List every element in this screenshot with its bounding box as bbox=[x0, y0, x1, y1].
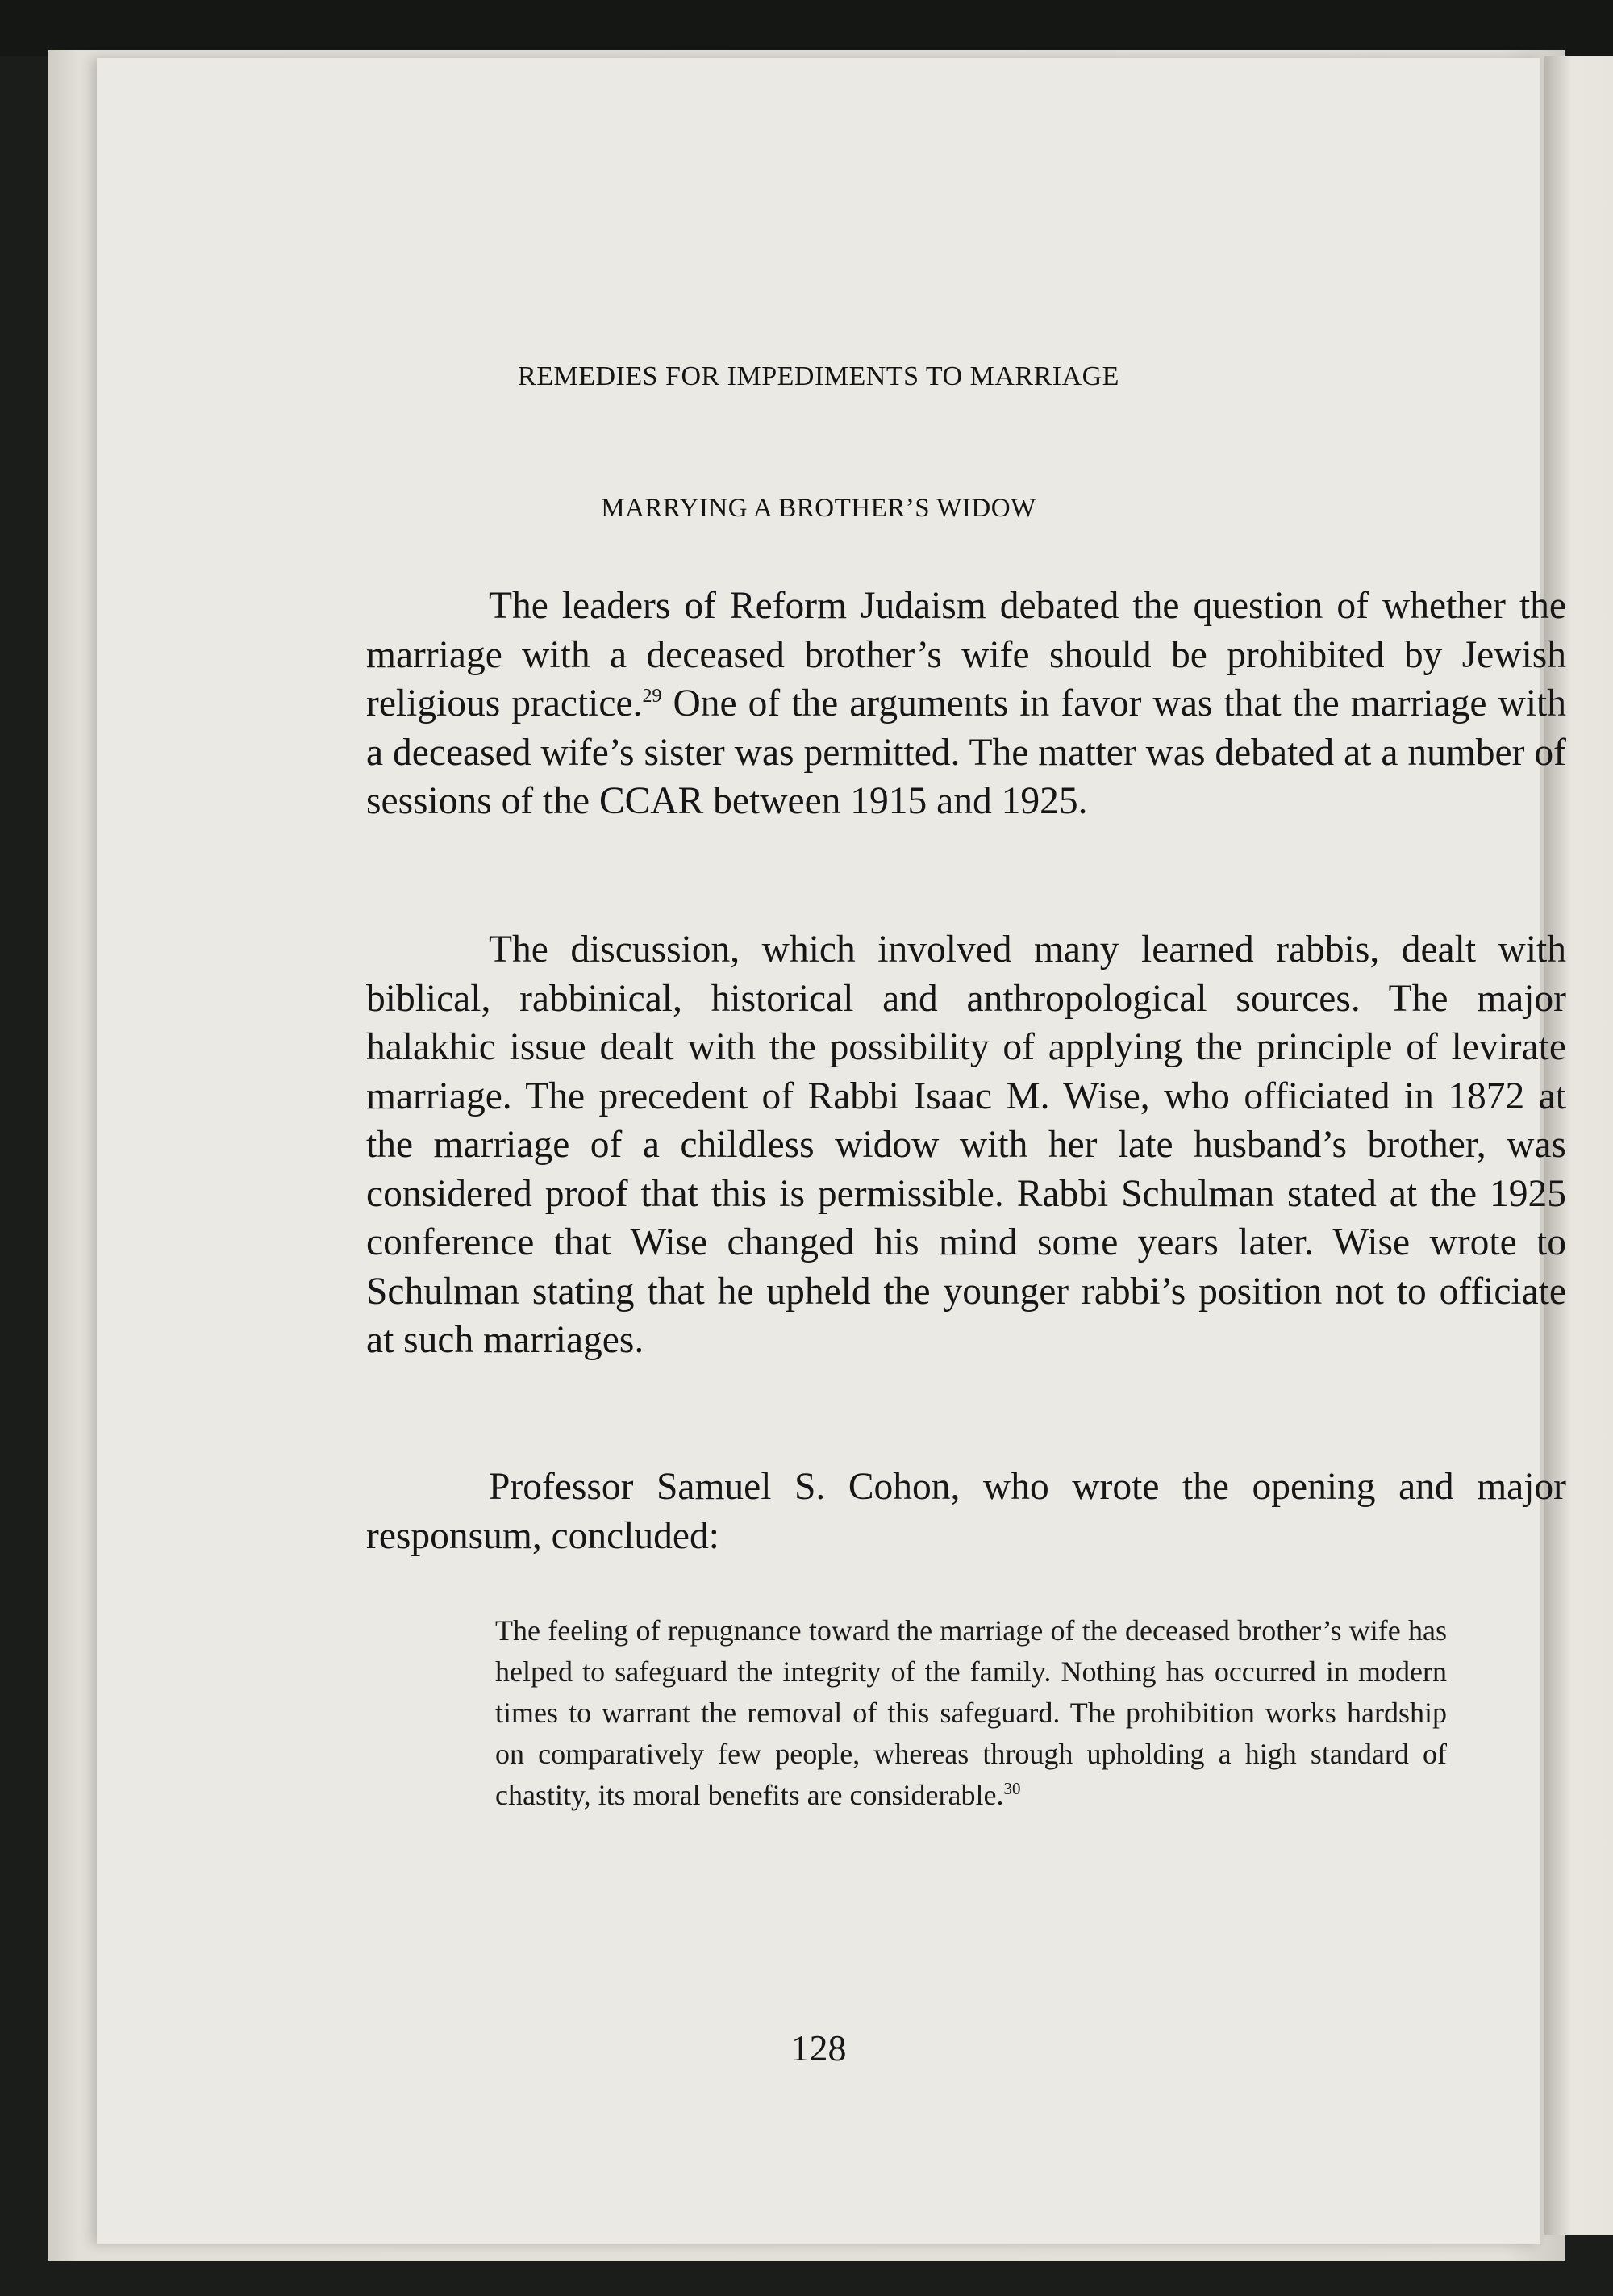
block-quote-text: The feeling of repugnance toward the marriage of the deceased brother’s wife has helped to safeguard the integrity of the family. Nothing has occurred in modern times to warrant the removal of this safeguard. The prohibition works hardship on comparatively few people, whereas through upholding a high standard of chastity, its moral benefits are considerable. bbox=[495, 1614, 1447, 1811]
paragraph-1-text-continued: One of the arguments in favor was that the marriage with a deceased wife’s sister was permitted. The matter was debated at a number of sessions of the CCAR between 1915 and 1925. bbox=[366, 683, 1566, 822]
paragraph-1 bbox=[366, 582, 1566, 826]
footnote-ref-29: 29 bbox=[642, 686, 662, 708]
section-title: MARRYING A BROTHER’S WIDOW bbox=[601, 494, 1036, 523]
scan-background-top bbox=[0, 0, 1613, 56]
page-number: 128 bbox=[790, 2027, 847, 2068]
footnote-ref-30: 30 bbox=[1003, 1779, 1021, 1798]
paragraph-3: Professor Samuel S. Cohon, who wrote the opening and major responsum, concluded: bbox=[366, 1466, 1566, 1557]
paragraph-1-text: The leaders of Reform Judaism debated the question of whether the marriage with a deceased brother’s wife should be prohibited by Jewish religious practice. bbox=[366, 585, 1566, 724]
book-page bbox=[97, 58, 1566, 2244]
running-head: REMEDIES FOR IMPEDIMENTS TO MARRIAGE bbox=[518, 361, 1119, 391]
paragraph-2: The discussion, which involved many learned rabbis, dealt with biblical, rabbinical, historical and anthropological sources. The major halakhic issue dealt with the possibility of applying the principle of levirate marriage. The precedent of Rabbi Isaac M. Wise, who officiated in 1872 at the marriage of a childless widow with her late husband’s brother, was considered proof that this is permissible. Rabbi Schulman stated at the 1925 conference that Wise changed his mind some years later. Wise wrote to Schulman stating that he upheld the younger rabbi’s position not to officiate at such marriages. bbox=[366, 929, 1566, 1361]
block-quote bbox=[495, 1610, 1447, 1816]
